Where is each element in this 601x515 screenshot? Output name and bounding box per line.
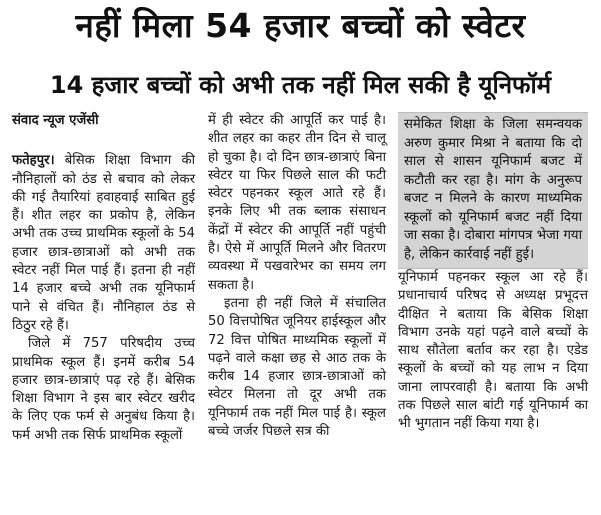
column-1-paragraph-1: [12, 152, 195, 335]
column-2-paragraph-2: इतना ही नहीं जिले में संचालित 50 वित्तपोषित जूनियर हाईस्कूल और 72 वित्त पोषित माध्यमिक स्कूलों में पढ़ने वाले कक्षा छह से आठ तक के करीब 14 हजार छात्र-छात्राओं को स्वेटर मिलना तो दूर अभी तक यूनिफार्म तक नहीं मिल पाई है। स्कूल बच्चे जर्जर पिछले सत्र की: [208, 295, 386, 440]
column-3-paragraph-1: यूनिफार्म पहनकर स्कूल आ रहे हैं। प्रधानाचार्य परिषद से अध्यक्ष प्रभूदत्त दीक्षित ने बताया कि बेसिक शिक्षा विभाग उनके यहां पढ़ने वाले बच्चों के साथ सौतेला बर्ताव कर रहा है। एडेड स्कूलों के बच्चों को यह लाभ न दिया जाना लापरवाही है। बताया कि अभी तक पिछले साल बांटी गई यूनिफार्म का भी भुगतान नहीं किया गया है।: [398, 270, 588, 432]
column-3: [398, 112, 588, 434]
column-1-paragraph-2: जिले में 757 परिषदीय उच्च प्राथमिक स्कूल हैं। इनमें करीब 54 हजार छात्र-छात्राएं पढ़ रहे हैं। बेसिक शिक्षा विभाग ने इस बार स्वेटर खरीद के लिए एक फर्म से अनुबंध किया है। फर्म अभी तक सिर्फ प्राथमिक स्कूलों: [12, 336, 195, 443]
column-2: [208, 112, 386, 441]
dateline: फतेहपुर।: [12, 153, 55, 169]
column-1: [12, 112, 195, 445]
column-1-paragraph-1-text: बेसिक शिक्षा विभाग की नौनिहालों को ठंड से बचाव को लेकर की गई तैयारियां हवाहवाई साबित हुई हैं। शीत लहर का प्रकोप है, लेकिन अभी तक उच्च प्राथमिक स्कूलों के 54 हजार छात्र-छात्राओं को अभी तक स्वेटर नहीं मिल पाई हैं। इतना ही नहीं 14 हजार बच्चे अभी तक यूनिफार्म पाने से वंचित हैं। नौनिहाल ठंड से ठिठुर रहे हैं।: [12, 153, 195, 333]
callout-box: समेकित शिक्षा के जिला समन्वयक अरुण कुमार मिश्रा ने बताया कि दो साल से शासन यूनिफार्म बजट में कटौती कर रहा है। मांग के अनुरूप बजट न मिलने के कारण माध्यमिक स्कूलों को यूनिफार्म बजट नहीं दिया जा सका है। दोबारा मांगपत्र भेजा गया है, लेकिन कार्रवाई नहीं हुई।: [398, 112, 588, 269]
byline: संवाद न्यूज एजेंसी: [12, 113, 99, 128]
subheadline: 14 हजार बच्चों को अभी तक नहीं मिल सकी है यूनिफॉर्म: [49, 71, 552, 99]
column-2-paragraph-1: में ही स्वेटर की आपूर्ति कर पाई है। शीत लहर का कहर तीन दिन से चालू हो चुका है। दो दिन छात्र-छात्राएं बिना स्वेटर या फिर पिछले साल की फटी स्वेटर पहनकर स्कूल आते रहे हैं। इनके लिए भी तक ब्लाक संसाधन केंद्रों में स्वेटर की आपूर्ति नहीं पहुंची है। ऐसे में आपूर्ति मिलने और वितरण व्यवस्था में पखवारेभर का समय लग सकता है।: [208, 113, 386, 293]
headline: नहीं मिला 54 हजार बच्चों को स्वेटर: [75, 6, 526, 45]
